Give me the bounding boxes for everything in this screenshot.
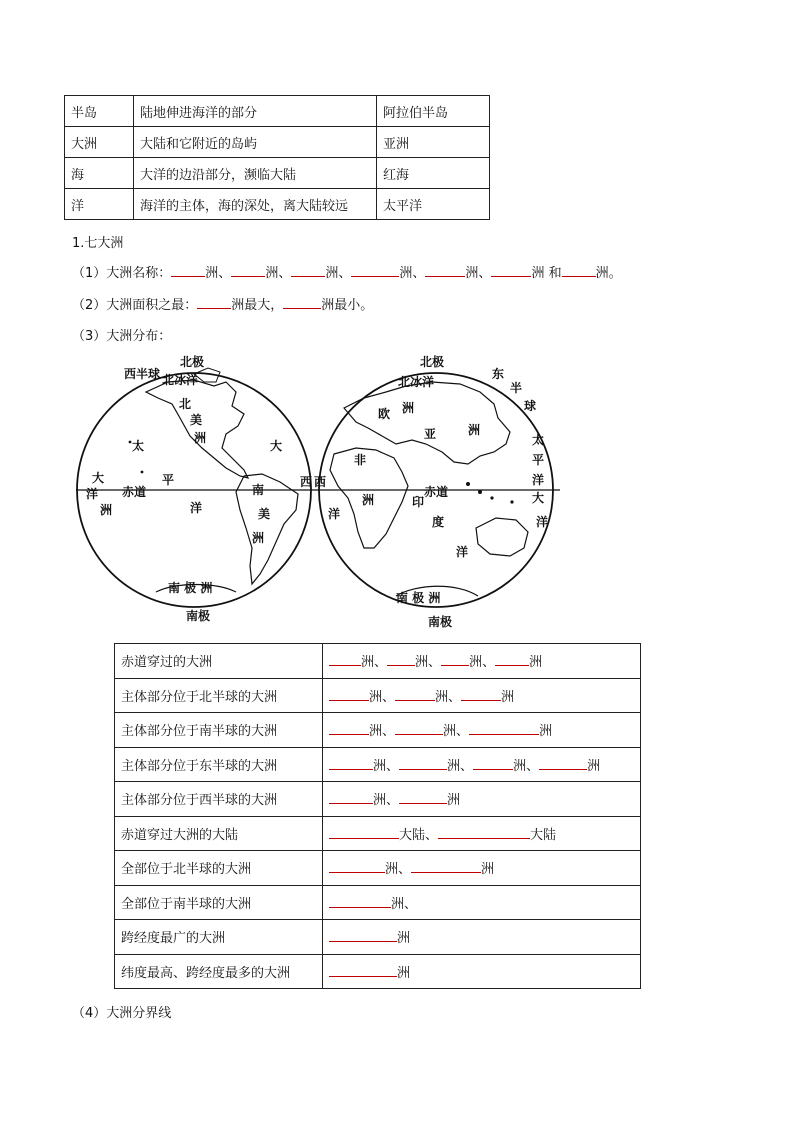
zhou-text: 洲 bbox=[369, 689, 383, 705]
answer-cell bbox=[323, 851, 641, 886]
question-area-extremes bbox=[72, 294, 373, 313]
map-label: 太 bbox=[132, 439, 145, 453]
row-label: 全部位于南半球的大洲 bbox=[115, 885, 323, 920]
answer-blank[interactable] bbox=[491, 264, 531, 277]
island-dot bbox=[141, 471, 144, 474]
zhou-text: 洲 bbox=[435, 689, 449, 705]
row-label: 主体部分位于北半球的大洲 bbox=[115, 678, 323, 713]
map-label: 北冰洋 bbox=[398, 375, 435, 389]
separator: 、 bbox=[456, 724, 470, 740]
separator: 、 bbox=[382, 689, 396, 705]
separator: 、 bbox=[382, 724, 396, 740]
question-prefix: （2）大洲面积之最： bbox=[72, 298, 198, 313]
zhou-text: 洲 bbox=[265, 266, 279, 281]
table-row bbox=[65, 96, 490, 127]
map-label: 美 bbox=[190, 413, 203, 427]
map-label: 洋 bbox=[328, 507, 341, 521]
map-svg bbox=[76, 352, 562, 630]
separator: 、 bbox=[428, 655, 442, 671]
separator: 、 bbox=[386, 793, 400, 809]
map-label: 洋 bbox=[86, 487, 99, 501]
row-label: 跨经度最广的大洲 bbox=[115, 920, 323, 955]
smallest-text: 洲最小。 bbox=[321, 298, 374, 313]
map-label: 北极 bbox=[180, 355, 205, 369]
answer-blank[interactable] bbox=[399, 791, 447, 804]
answer-blank[interactable] bbox=[411, 860, 481, 873]
table-row bbox=[115, 954, 641, 989]
map-label: 洲 bbox=[468, 423, 481, 437]
separator: 、 bbox=[460, 758, 474, 774]
map-label: 半 bbox=[510, 381, 523, 395]
map-label: 北 bbox=[179, 397, 192, 411]
answer-blank[interactable] bbox=[395, 722, 443, 735]
answer-blank[interactable] bbox=[171, 264, 205, 277]
answer-blank[interactable] bbox=[197, 296, 231, 309]
period: 。 bbox=[608, 266, 622, 281]
island-dot bbox=[478, 490, 482, 494]
zhou-text: 洲 bbox=[529, 655, 543, 671]
separator: 、 bbox=[398, 862, 412, 878]
map-label: 洲 bbox=[194, 431, 207, 445]
zhou-text: 洲 bbox=[501, 689, 515, 705]
map-label: 洲 bbox=[362, 493, 375, 507]
map-label: 南 bbox=[252, 483, 265, 497]
answer-blank[interactable] bbox=[473, 757, 513, 770]
question-distribution-title: （3）大洲分布： bbox=[72, 329, 172, 344]
zhou-text: 洲 bbox=[205, 266, 219, 281]
separator: 、 bbox=[425, 827, 439, 843]
table-row bbox=[115, 920, 641, 955]
map-label: 洋 bbox=[532, 473, 545, 487]
map-label: 美 bbox=[258, 507, 271, 521]
answer-blank[interactable] bbox=[329, 722, 369, 735]
zhou-text: 洲 bbox=[465, 266, 479, 281]
map-label: 欧 bbox=[378, 407, 391, 421]
distribution-table bbox=[114, 643, 641, 989]
zhou-text: 洲 bbox=[539, 724, 553, 740]
row-label: 赤道穿过大洲的大陆 bbox=[115, 816, 323, 851]
map-label: 大 bbox=[92, 471, 105, 485]
zhou-text: 洲 bbox=[469, 655, 483, 671]
map-label: 洲 bbox=[252, 531, 265, 545]
zhou-text: 洲 bbox=[447, 793, 461, 809]
zhou-text: 洲 bbox=[373, 758, 387, 774]
largest-text: 洲最大， bbox=[231, 298, 284, 313]
table-row bbox=[115, 885, 641, 920]
zhou-text: 洲 bbox=[513, 758, 527, 774]
table-row bbox=[65, 189, 490, 220]
answer-cell bbox=[323, 954, 641, 989]
answer-blank[interactable] bbox=[395, 688, 435, 701]
answer-cell bbox=[323, 747, 641, 782]
map-label: 大 bbox=[270, 439, 283, 453]
answer-blank[interactable] bbox=[438, 826, 530, 839]
zhou-text: 洲 bbox=[369, 724, 383, 740]
row-label: 纬度最高、跨经度最多的大洲 bbox=[115, 954, 323, 989]
zhou-text: 洲 bbox=[443, 724, 457, 740]
dalu-text: 大陆 bbox=[399, 827, 426, 843]
question-prefix: （1）大洲名称： bbox=[72, 266, 172, 281]
map-label: 西 bbox=[300, 475, 313, 489]
answer-blank[interactable] bbox=[329, 895, 391, 908]
map-label: 洲 bbox=[100, 503, 113, 517]
answer-blank[interactable] bbox=[329, 653, 361, 666]
dalu-text: 大陆 bbox=[530, 827, 557, 843]
answer-cell bbox=[323, 782, 641, 817]
answer-blank[interactable] bbox=[329, 929, 397, 942]
island-dot bbox=[510, 500, 513, 503]
zhou-text: 洲 bbox=[397, 931, 411, 947]
map-label: 平 bbox=[162, 473, 175, 487]
zhou-text: 洲 bbox=[415, 655, 429, 671]
example-cell: 亚洲 bbox=[377, 127, 490, 158]
zhou-text: 洲 bbox=[361, 655, 375, 671]
map-label: 洋 bbox=[456, 545, 469, 559]
answer-cell bbox=[323, 885, 641, 920]
term-cell: 半岛 bbox=[65, 96, 134, 127]
zhou-text: 洲 bbox=[391, 896, 405, 912]
world-hemispheres-map bbox=[76, 352, 562, 630]
separator: 、 bbox=[374, 655, 388, 671]
table-row bbox=[115, 747, 641, 782]
separator: 、 bbox=[278, 266, 292, 281]
map-label: 南极 bbox=[428, 615, 453, 629]
answer-blank[interactable] bbox=[425, 264, 465, 277]
table-row bbox=[115, 713, 641, 748]
table-row bbox=[115, 678, 641, 713]
map-label: 洋 bbox=[536, 515, 549, 529]
term-cell: 大洲 bbox=[65, 127, 134, 158]
map-label: 东 bbox=[492, 367, 505, 381]
example-cell: 太平洋 bbox=[377, 189, 490, 220]
map-label: 亚 bbox=[424, 427, 437, 441]
answer-blank[interactable] bbox=[387, 653, 415, 666]
map-label: 度 bbox=[432, 515, 445, 529]
answer-cell bbox=[323, 816, 641, 851]
row-label: 主体部分位于南半球的大洲 bbox=[115, 713, 323, 748]
answer-blank[interactable] bbox=[329, 826, 399, 839]
term-cell: 海 bbox=[65, 158, 134, 189]
definitions-table bbox=[64, 95, 490, 220]
separator: 、 bbox=[482, 655, 496, 671]
map-label: 大 bbox=[532, 491, 545, 505]
answer-blank[interactable] bbox=[562, 264, 596, 277]
row-label: 全部位于北半球的大洲 bbox=[115, 851, 323, 886]
answer-blank[interactable] bbox=[329, 688, 369, 701]
answer-blank[interactable] bbox=[441, 653, 469, 666]
row-label: 赤道穿过的大洲 bbox=[115, 644, 323, 679]
section-title: 1.七大洲 bbox=[72, 236, 124, 251]
separator: 、 bbox=[338, 266, 352, 281]
zhou-text: 洲 bbox=[587, 758, 601, 774]
answer-cell bbox=[323, 920, 641, 955]
map-label: 平 bbox=[532, 453, 545, 467]
answer-blank[interactable] bbox=[329, 757, 373, 770]
row-label: 主体部分位于西半球的大洲 bbox=[115, 782, 323, 817]
row-label: 主体部分位于东半球的大洲 bbox=[115, 747, 323, 782]
zhou-text: 洲 bbox=[447, 758, 461, 774]
answer-blank[interactable] bbox=[399, 757, 447, 770]
map-label: 南 极 洲 bbox=[168, 581, 213, 595]
separator: 、 bbox=[412, 266, 426, 281]
question-continent-names bbox=[72, 262, 622, 281]
example-cell: 红海 bbox=[377, 158, 490, 189]
map-label: 洋 bbox=[190, 501, 203, 515]
answer-cell bbox=[323, 713, 641, 748]
map-label: 西半球 bbox=[124, 367, 161, 381]
answer-blank[interactable] bbox=[283, 296, 321, 309]
zhou-text: 洲 bbox=[399, 266, 413, 281]
island-dot bbox=[129, 441, 132, 444]
island-dot bbox=[466, 482, 470, 486]
meaning-cell: 大洋的边沿部分，濒临大陆 bbox=[134, 158, 377, 189]
separator: 、 bbox=[526, 758, 540, 774]
map-label: 印 bbox=[412, 495, 425, 509]
map-label: 北冰洋 bbox=[162, 373, 199, 387]
zhou-text: 洲 bbox=[397, 965, 411, 981]
zhou-text: 洲 bbox=[595, 266, 609, 281]
separator: 、 bbox=[386, 758, 400, 774]
answer-blank[interactable] bbox=[461, 688, 501, 701]
separator: 、 bbox=[404, 896, 418, 912]
answer-blank[interactable] bbox=[469, 722, 539, 735]
table-row bbox=[65, 127, 490, 158]
table-row bbox=[115, 816, 641, 851]
separator: 、 bbox=[478, 266, 492, 281]
term-cell: 洋 bbox=[65, 189, 134, 220]
answer-blank[interactable] bbox=[495, 653, 529, 666]
zhou-text: 洲 bbox=[481, 862, 495, 878]
zhou-text: 洲 bbox=[531, 266, 545, 281]
map-label: 洲 bbox=[402, 401, 415, 415]
map-label: 赤道 bbox=[122, 485, 147, 499]
separator: 、 bbox=[218, 266, 232, 281]
answer-blank[interactable] bbox=[329, 860, 385, 873]
and-text: 和 bbox=[544, 266, 562, 281]
map-label: 太 bbox=[532, 433, 545, 447]
zhou-text: 洲 bbox=[325, 266, 339, 281]
question-boundary-lines: （4）大洲分界线 bbox=[72, 1006, 172, 1021]
island-dot bbox=[490, 496, 493, 499]
answer-blank[interactable] bbox=[329, 791, 373, 804]
answer-blank[interactable] bbox=[539, 757, 587, 770]
table-row bbox=[115, 851, 641, 886]
map-label: 西 bbox=[314, 475, 327, 489]
zhou-text: 洲 bbox=[373, 793, 387, 809]
answer-blank[interactable] bbox=[351, 264, 399, 277]
map-label: 南极 bbox=[186, 609, 211, 623]
answer-blank[interactable] bbox=[291, 264, 325, 277]
meaning-cell: 大陆和它附近的岛屿 bbox=[134, 127, 377, 158]
table-row bbox=[115, 782, 641, 817]
map-label: 南 极 洲 bbox=[396, 591, 441, 605]
map-label: 非 bbox=[354, 453, 367, 467]
table-row bbox=[65, 158, 490, 189]
example-cell: 阿拉伯半岛 bbox=[377, 96, 490, 127]
meaning-cell: 陆地伸进海洋的部分 bbox=[134, 96, 377, 127]
map-label: 球 bbox=[524, 399, 537, 413]
answer-cell bbox=[323, 678, 641, 713]
separator: 、 bbox=[448, 689, 462, 705]
map-label: 北极 bbox=[420, 355, 445, 369]
map-label: 赤道 bbox=[424, 485, 449, 499]
answer-cell bbox=[323, 644, 641, 679]
zhou-text: 洲 bbox=[385, 862, 399, 878]
answer-blank[interactable] bbox=[231, 264, 265, 277]
meaning-cell: 海洋的主体，海的深处，离大陆较远 bbox=[134, 189, 377, 220]
answer-blank[interactable] bbox=[329, 964, 397, 977]
table-row bbox=[115, 644, 641, 679]
